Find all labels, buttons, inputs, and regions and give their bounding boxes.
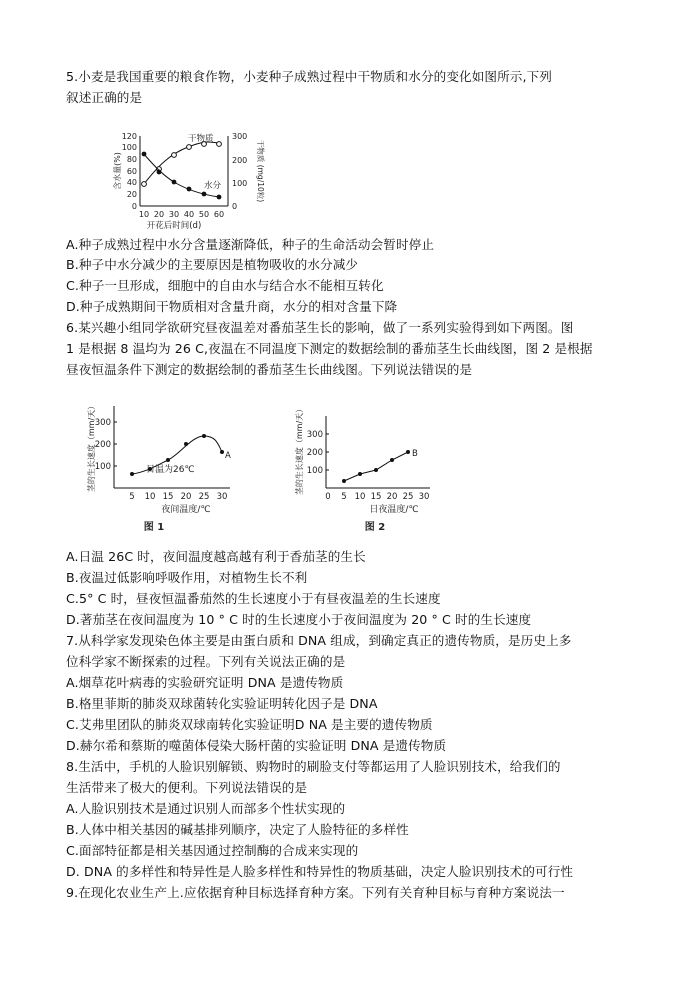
q6-option-b: B.夜温过低影响呼吸作用，对植物生长不利 bbox=[66, 570, 308, 585]
q5-stem-line1: 5.小麦是我国重要的粮食作物，小麦种子成熟过程中干物质和水分的变化如图所示,下列 bbox=[66, 69, 552, 84]
q5-option-d: D.种子成熟期间干物质相对含量升商，水分的相对含量下降 bbox=[66, 299, 398, 314]
q5-x-tick: 60 bbox=[213, 210, 225, 219]
q5-right-tick: 300 bbox=[232, 132, 248, 141]
fig2-x-tick: 30 bbox=[418, 492, 430, 502]
q6-figure-1 bbox=[80, 392, 270, 542]
q6-stem-line2: 1 是根据 8 温均为 26 C,夜温在不同温度下测定的数据绘制的番茄茎生长曲线图，图 2 是根据 bbox=[66, 341, 593, 356]
q8-option-a: A.人脸识别技术是通过识别人而部多个性状实现的 bbox=[66, 801, 346, 816]
fig2-x-tick: 25 bbox=[402, 492, 414, 502]
q5-x-tick: 40 bbox=[183, 210, 195, 219]
q5-water-point bbox=[187, 187, 192, 192]
fig2-curve bbox=[344, 452, 408, 481]
fig1-x-tick: 15 bbox=[162, 492, 174, 502]
fig2-caption: 图 2 bbox=[364, 522, 386, 533]
q5-left-tick: 20 bbox=[126, 190, 137, 199]
q5-dry-point bbox=[217, 142, 222, 147]
q6-option-a: A.日温 26C 时，夜间温度越高越有利于香茄茎的生长 bbox=[66, 549, 366, 564]
q7-stem-line1: 7.从科学家发现染色体主要是由蛋白质和 DNA 组成，到确定真正的遗传物质，是历史上多 bbox=[66, 633, 572, 648]
fig1-point bbox=[202, 434, 206, 438]
q8-option-b: B.人体中相关基因的碱基排列顺序，决定了人脸特征的多样性 bbox=[66, 822, 409, 837]
fig2-point bbox=[374, 468, 378, 472]
q7-stem-line2: 位科学家不断探索的过程。下列有关说法正确的是 bbox=[66, 654, 346, 669]
fig2-point bbox=[342, 479, 346, 483]
q6-option-c: C.5° C 时，昼夜恒温番茄然的生长速度小于有昼夜温差的生长速度 bbox=[66, 591, 441, 606]
q5-right-tick: 0 bbox=[232, 202, 238, 211]
q5-dry-point bbox=[172, 153, 177, 158]
q9-stem-line1: 9.在现化农业生产上.应依据育种目标选择育种方案。下列有关育种目标与育种方案说法一 bbox=[66, 885, 565, 900]
q6-figure-2 bbox=[290, 392, 450, 542]
fig2-y-tick: 200 bbox=[306, 448, 323, 458]
q5-left-tick: 40 bbox=[126, 178, 137, 187]
q7-option-d: D.赫尔希和蔡斯的噬菌体侵染大肠杆菌的实验证明 DNA 是遗传物质 bbox=[66, 738, 447, 753]
q5-water-point bbox=[157, 170, 162, 175]
fig1-series-label: A bbox=[225, 451, 231, 461]
q5-left-tick: 120 bbox=[121, 132, 137, 141]
q5-ylabel-right: 干物质 (mg/10粒) bbox=[256, 139, 265, 203]
fig2-x-tick: 5 bbox=[341, 492, 347, 502]
q7-option-b: B.格里菲斯的肺炎双球菌转化实验证明转化因子是 DNA bbox=[66, 696, 378, 711]
q5-ylabel-left: 含水量(%) bbox=[113, 152, 122, 190]
q5-dry-point bbox=[142, 182, 147, 187]
fig1-y-tick: 300 bbox=[94, 418, 111, 428]
q5-right-tick: 200 bbox=[232, 156, 248, 165]
q5-xlabel: 开花后时间(d) bbox=[146, 221, 202, 231]
q5-dry-label: 干物质 bbox=[188, 134, 214, 144]
q5-option-a: A.种子成熟过程中水分含量逐渐降低，种子的生命活动会暂时停止 bbox=[66, 237, 435, 252]
fig1-ylabel: 茎的生长速度（mm/天） bbox=[87, 401, 96, 493]
q5-left-tick: 80 bbox=[126, 155, 137, 164]
q6-stem-line1: 6.某兴趣小组同学欲研究昼夜温差对番茄茎生长的影响，做了一系列实验得到如下两图。图 bbox=[66, 320, 574, 335]
fig1-point bbox=[184, 442, 188, 446]
q5-x-tick: 20 bbox=[153, 210, 165, 219]
q8-option-d: D. DNA 的多样性和特异性是人脸多样性和特异性的物质基础，决定人脸识别技术的可行性 bbox=[66, 864, 574, 879]
q5-x-tick: 10 bbox=[138, 210, 150, 219]
q6-stem-line3: 昼夜恒温条件下测定的数据绘制的番茄茎生长曲线图。下列说法错误的是 bbox=[66, 362, 473, 377]
q5-x-tick: 50 bbox=[198, 210, 210, 219]
q5-water-label: 水分 bbox=[204, 181, 222, 191]
q5-left-tick: 60 bbox=[126, 167, 137, 176]
fig2-point bbox=[358, 472, 362, 476]
fig1-point bbox=[166, 458, 170, 462]
fig1-x-tick: 25 bbox=[198, 492, 210, 502]
fig2-y-tick: 300 bbox=[306, 430, 323, 440]
q5-dry-matter-curve bbox=[144, 142, 219, 184]
fig2-y-tick: 100 bbox=[306, 466, 323, 476]
q8-option-c: C.面部特征都是相关基因通过控制酶的合成来实现的 bbox=[66, 843, 359, 858]
fig1-point bbox=[130, 472, 134, 476]
fig1-caption: 图 1 bbox=[143, 522, 165, 533]
fig1-x-tick: 20 bbox=[180, 492, 192, 502]
fig1-y-tick: 200 bbox=[94, 440, 111, 450]
fig2-x-tick: 15 bbox=[370, 492, 382, 502]
q5-left-tick: 0 bbox=[131, 202, 137, 211]
fig2-x-tick: 0 bbox=[325, 492, 331, 502]
q5-water-point bbox=[172, 180, 177, 185]
fig2-series-label: B bbox=[412, 449, 418, 459]
fig2-point bbox=[390, 458, 394, 462]
q5-right-tick: 100 bbox=[232, 179, 248, 188]
q5-water-point bbox=[142, 152, 147, 157]
q5-water-point bbox=[202, 192, 207, 197]
fig1-x-tick: 5 bbox=[129, 492, 135, 502]
fig2-x-tick: 20 bbox=[386, 492, 398, 502]
q5-option-c: C.种子一旦形成，细胞中的自由水与结合水不能相互转化 bbox=[66, 278, 384, 293]
q7-option-a: A.烟草花叶病毒的实验研究证明 DNA 是遗传物质 bbox=[66, 675, 344, 690]
fig2-x-tick: 10 bbox=[354, 492, 366, 502]
q5-stem-line2: 叙述正确的是 bbox=[66, 90, 143, 105]
fig1-x-tick: 10 bbox=[144, 492, 156, 502]
q5-x-tick: 30 bbox=[168, 210, 180, 219]
fig1-point bbox=[220, 450, 224, 454]
q7-option-c: C.艾弗里团队的肺炎双球南转化实验证明D NA 是主要的遗传物质 bbox=[66, 717, 433, 732]
fig1-x-tick: 30 bbox=[216, 492, 228, 502]
fig1-y-tick: 100 bbox=[94, 462, 111, 472]
fig2-xlabel: 日夜温度/℃ bbox=[369, 505, 419, 515]
q8-stem-line1: 8.生活中，手机的人脸识别解锁、购物时的刷脸支付等都运用了人脸识别技术，给我们的 bbox=[66, 759, 561, 774]
q5-left-tick: 100 bbox=[121, 143, 137, 152]
q5-dry-point bbox=[187, 145, 192, 150]
q8-stem-line2: 生活带来了极大的便利。下列说法错误的是 bbox=[66, 780, 308, 795]
q5-figure bbox=[108, 114, 368, 234]
fig2-ylabel: 茎的生长速度（mm/天） bbox=[295, 404, 304, 496]
q6-option-d: D.著茄茎在夜间温度为 10 ° C 时的生长速度小于夜间温度为 20 ° C 时的生长速度 bbox=[66, 612, 532, 627]
fig1-xlabel: 夜间温度/℃ bbox=[161, 505, 211, 515]
q5-option-b: B.种子中水分减少的主要原因是植物吸收的水分减少 bbox=[66, 257, 359, 272]
q5-water-point bbox=[217, 195, 222, 200]
fig1-note: 日温为26℃ bbox=[146, 465, 195, 475]
fig2-point bbox=[406, 450, 410, 454]
